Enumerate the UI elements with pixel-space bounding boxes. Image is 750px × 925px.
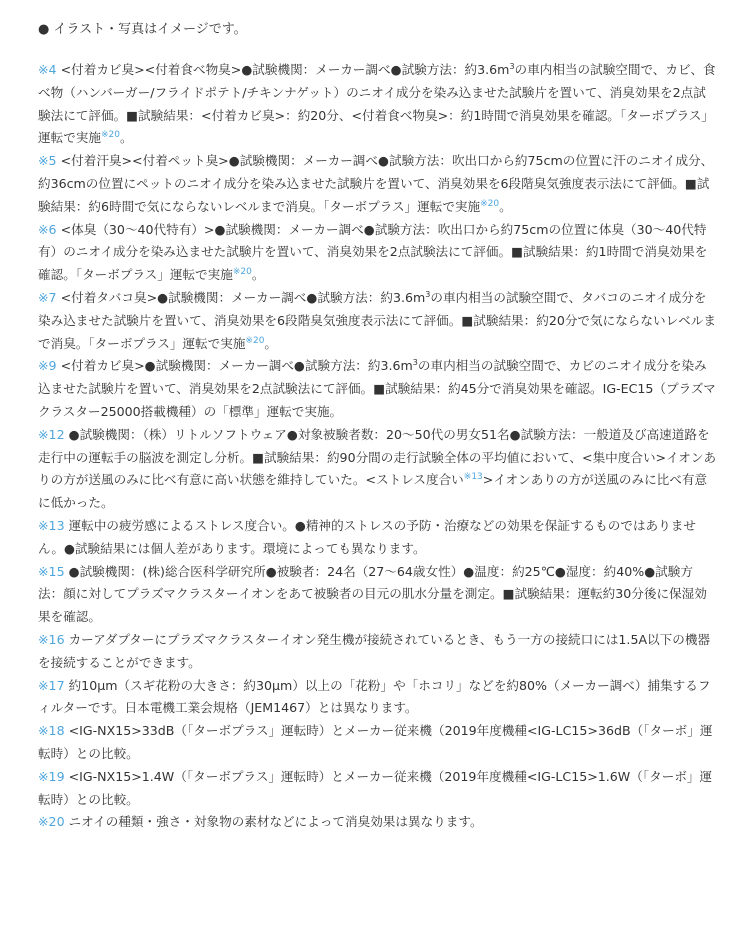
- footnote-marker: ※16: [38, 631, 65, 647]
- footnote-marker: ※9: [38, 358, 57, 374]
- footnote-text: ●試験機関：(株)総合医科学研究所●被験者：24名（27〜64歳女性）●温度：約25℃●湿度：約40%●試験方法：顔に対してプラズマクラスターイオンをあて被験者の目元の肌水分量を測定。■試験結果：運転約30分後に保湿効果を確認。: [38, 563, 707, 625]
- footnote-text: の車内相当の試験空間で、タバコのニオイ成分を染み込ませた試験片を置いて、消臭効果を6段階臭気強度表示法にて評価。■試験結果：約20分で気にならないレベルまで消臭。「ターボプラス」運転で実施: [38, 289, 716, 351]
- footnote-item: [38, 766, 718, 812]
- footnote-item: [38, 424, 718, 515]
- footnote-item: [38, 675, 718, 721]
- footnote-reference: ※20: [480, 198, 500, 209]
- footnote-marker: ※12: [38, 426, 65, 442]
- footnote-item: [38, 150, 718, 218]
- footnote-item: [38, 355, 718, 423]
- footnote-marker: ※6: [38, 221, 57, 237]
- footnote-item: [38, 219, 718, 287]
- footnote-text: <付着カビ臭><付着食べ物臭>●試験機関：メーカー調べ●試験方法：約3.6m: [56, 62, 510, 77]
- footnote-text: の車内相当の試験空間で、カビ、食べ物（ハンバーガー/フライドポテト/チキンナゲット）のニオイ成分を染み込ませた試験片を置いて、消臭効果を2点試験法にて評価。■試験結果：<付着カビ臭>：約20分、<付着食べ物臭>：約1時間で消臭効果を確認。「ターボプラス」運転で実施: [38, 62, 716, 146]
- footnote-reference: ※20: [245, 335, 265, 346]
- footnote-text: 。: [119, 130, 133, 146]
- footnote-text: <付着汗臭><付着ペット臭>●試験機関：メーカー調べ●試験方法：吹出口から約75cmの位置に汗のニオイ成分、約36cmの位置にペットのニオイ成分を染み込ませた試験片を置いて、消臭効果を6段階臭気強度表示法にて評価。■試験結果：約6時間で気にならないレベルまで消臭。「ターボプラス」運転で実施: [38, 153, 714, 214]
- footnote-marker: ※5: [38, 153, 57, 169]
- footnote-text: <体臭（30〜40代特有）>●試験機関：メーカー調べ●試験方法：吹出口から約75cmの位置に体臭（30〜40代特有）のニオイ成分を染み込ませた試験片を置いて、消臭効果を2点試験法にて評価。■試験結果：約1時間で消臭効果を確認。「ターボプラス」運転で実施: [38, 221, 708, 283]
- footnote-text: カーアダプターにプラズマクラスターイオン発生機が接続されているとき、もう一方の接続口には1.5A以下の機器を接続することができます。: [38, 631, 711, 670]
- footnote-marker: ※20: [38, 814, 65, 830]
- footnote-marker: ※18: [38, 723, 65, 739]
- footnote-marker: ※17: [38, 677, 65, 693]
- footnote-text: 運転中の疲労感によるストレス度合い。●精神的ストレスの予防・治療などの効果を保証するものではありません。●試験結果には個人差があります。環境によっても異なります。: [38, 517, 696, 556]
- footnote-list: [38, 59, 718, 834]
- footnote-marker: ※13: [38, 517, 65, 533]
- footnote-text: 。: [264, 335, 278, 351]
- cubic-superscript: 3: [425, 289, 431, 299]
- image-disclaimer: ● イラスト・写真はイメージです。: [38, 22, 247, 37]
- footnote-item: [38, 811, 718, 834]
- footnote-reference: ※13: [463, 472, 483, 483]
- footnote-text: 。: [251, 267, 265, 283]
- footnote-text: <IG-NX15>33dB（「ターボプラス」運転時）とメーカー従来機（2019年度機種<IG-LC15>36dB（「ターボ」運転時）との比較。: [38, 723, 713, 761]
- footnote-text: 。: [499, 198, 512, 214]
- cubic-superscript: 3: [412, 358, 418, 368]
- footnote-item: [38, 561, 718, 629]
- footnote-marker: ※15: [38, 563, 65, 579]
- footnote-text: 約10μm（スギ花粉の大きさ：約30μm）以上の「花粉」や「ホコリ」などを約80%（メーカー調べ）捕集するフィルターです。日本電機工業会規格（JEM1467）とは異なります。: [38, 677, 711, 716]
- footnote-marker: ※4: [38, 62, 57, 77]
- footnote-reference: ※20: [100, 130, 120, 141]
- footnote-text: <付着カビ臭>●試験機関：メーカー調べ●試験方法：約3.6m: [56, 358, 413, 374]
- footnote-marker: ※7: [38, 289, 57, 305]
- cubic-superscript: 3: [509, 61, 515, 71]
- footnote-text: の車内相当の試験空間で、カビのニオイ成分を染み込ませた試験片を置いて、消臭効果を2点試験法にて評価。■試験結果：約45分で消臭効果を確認。IG-EC15（プラズマクラスター25000搭載機種）の「標準」運転で実施。: [38, 358, 716, 419]
- footnote-item: [38, 515, 718, 561]
- footnote-item: [38, 720, 718, 766]
- footnote-text: ニオイの種類・強さ・対象物の素材などによって消臭効果は異なります。: [64, 814, 483, 830]
- footnote-item: [38, 629, 718, 675]
- footnote-text: <IG-NX15>1.4W（「ターボプラス」運転時）とメーカー従来機（2019年度機種<IG-LC15>1.6W（「ターボ」運転時）との比較。: [38, 768, 713, 807]
- footnote-item: [38, 287, 718, 355]
- footnote-reference: ※20: [232, 266, 252, 277]
- footnote-text: >イオンありの方が送風のみに比べ有意に低かった。: [38, 472, 708, 511]
- footnote-text: ●試験機関：（株）リトルソフトウェア●対象被験者数：20〜50代の男女51名●試験方法：一般道及び高速道路を走行中の運転手の脳波を測定し分析。■試験結果：約90分間の走行試験全体の平均値において、<集中度合い>イオンありの方が送風のみに比べ有意に高い状態を維持していた。<ストレス度合い: [38, 426, 717, 488]
- footnote-text: <付着タバコ臭>●試験機関：メーカー調べ●試験方法：約3.6m: [56, 289, 426, 305]
- footnote-item: [38, 59, 718, 150]
- footnote-marker: ※19: [38, 768, 65, 784]
